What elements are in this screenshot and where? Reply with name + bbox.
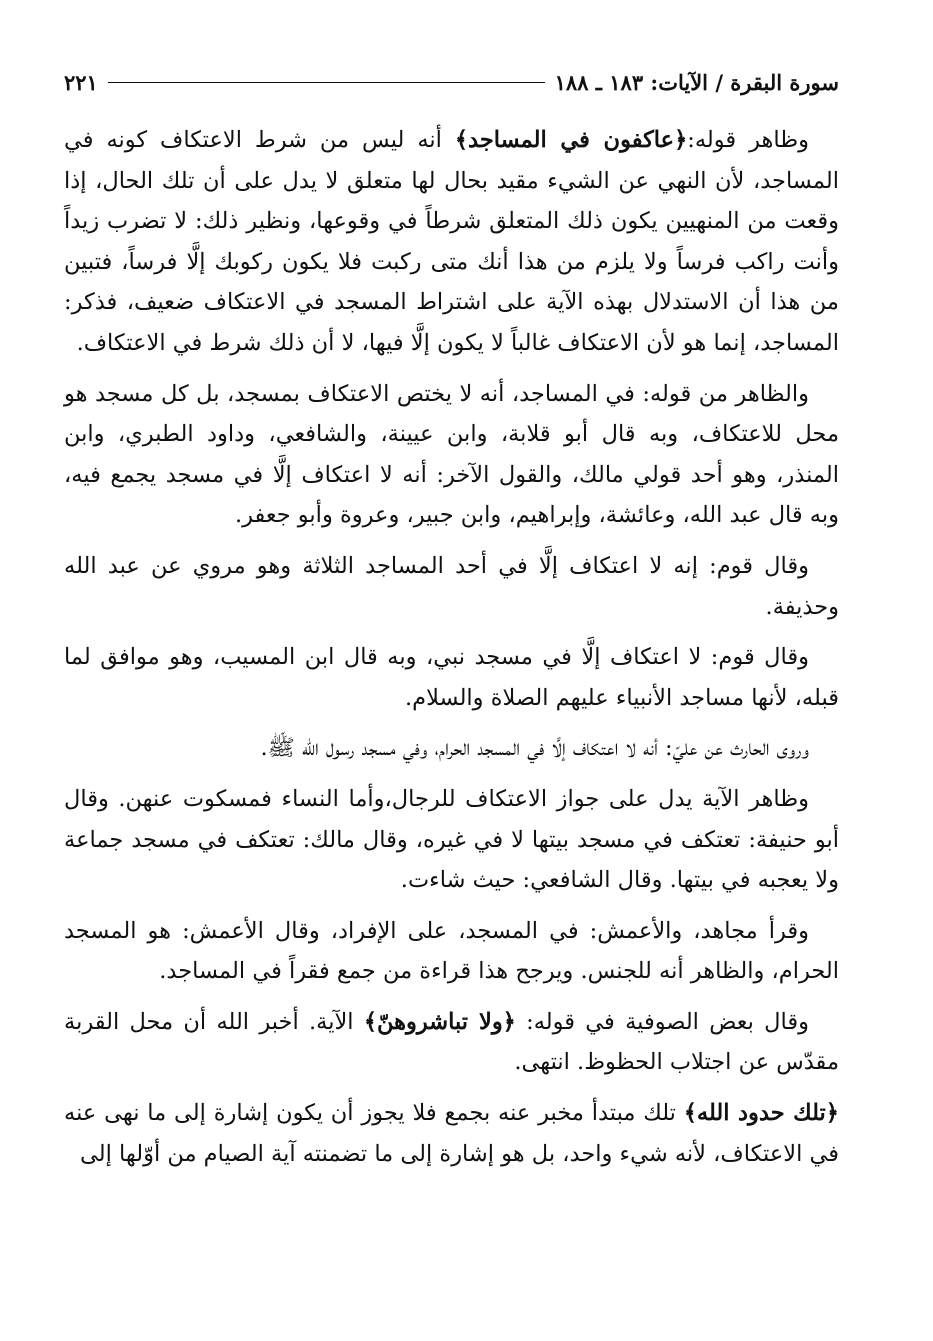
page-header [64,64,839,100]
quran-quote: ﴿عاكفون في المساجد﴾ [454,127,688,153]
paragraph-7: وقرأ مجاهد، والأعمش: في المسجد، على الإفراد، وقال الأعمش: هو المسجد الحرام، والظاهر أنه للجنس. ويرجح هذا قراءة من جمع فقراً في المساجد. [64,917,839,985]
quran-quote: ﴿ولا تباشروهنّ﴾ [363,1008,516,1035]
paragraph-9-text: تلك مبتدأ مخبر عنه بجمع فلا يجوز أن يكون إشارة إلى ما نهى عنه في الاعتكاف، لأنه شيء واحد، بل هو إشارة إلى ما تضمنته آية الصيام من أوّلها إلى [64,1100,839,1167]
paragraph-8-text: الآية. أخبر الله أن محل القربة مقدّس عن اجتلاب الحظوظ. انتهى. [64,1008,839,1076]
paragraph-1-text: أنه ليس من شرط الاعتكاف كونه في المساجد، لأن النهي عن الشيء مقيد بحال لها متعلق لا يدل على أن تلك الحال، إذا وقعت من المنهيين يكون ذلك المتعلق شرطاً في وقوعها، ونظير ذلك: لا تضرب زيداً وأنت راكب فرساً ولا يلزم من هذا أنك متى ركبت فلا يكون ركوبك إلَّا فرساً، فتبين من هذا أن الاستدلال بهذه الآية على اشتراط المسجد في الاعتكاف ضعيف، فذكر: المساجد، إنما هو لأن الاعتكاف غالباً لا يكون إلَّا فيها، لا أن ذلك شرط في الاعتكاف. [64,127,839,356]
paragraph-4: وقال قوم: لا اعتكاف إلَّا في مسجد نبي، وبه قال ابن المسيب، وهو موافق لما قبله، لأنها مساجد الأنبياء عليهم الصلاة والسلام. [64,644,839,711]
running-title: سورة البقرة / الآيات: ١٨٣ ـ ١٨٨ [554,69,839,95]
page-body [64,120,839,1184]
paragraph-1-lead: وظاهر قوله: [687,127,809,153]
paragraph-9 [64,1093,839,1174]
paragraph-1 [64,120,839,364]
paragraph-6: وظاهر الآية يدل على جواز الاعتكاف للرجال،وأما النساء فمسكوت عنهن. وقال أبو حنيفة: تعتكف في مسجد بيتها لا في غيره، وقال مالك: تعتكف في مسجد جماعة ولا يعجبه في بيتها. وقال الشافعي: حيث شاءت. [64,785,839,894]
paragraph-8-lead: وقال بعض الصوفية في قوله: [515,1008,809,1035]
quran-quote: ﴿تلك حدود الله﴾ [683,1100,839,1127]
paragraph-8 [64,1002,839,1083]
page-number: ٢٢١ [64,69,98,95]
paragraph-5: وروى الحارث عن عليّ: أنه لا اعتكاف إلَّا في المسجد الحرام، وفي مسجد رسول الله ﷺ. [260,735,809,762]
paragraph-3: وقال قوم: إنه لا اعتكاف إلَّا في أحد المساجد الثلاثة وهو مروي عن عبد الله وحذيفة. [64,552,839,620]
header-rule [108,82,545,83]
paragraph-2: والظاهر من قوله: في المساجد، أنه لا يختص الاعتكاف بمسجد، بل كل مسجد هو محل للاعتكاف، وبه قال أبو قلابة، وابن عيينة، والشافعي، وداود الطبري، وابن المنذر، وهو أحد قولي مالك، والقول الآخر: أنه لا اعتكاف إلَّا في مسجد يجمع فيه، وبه قال عبد الله، وعائشة، وإبراهيم، وابن جبير، وعروة وأبو جعفر. [64,380,839,529]
